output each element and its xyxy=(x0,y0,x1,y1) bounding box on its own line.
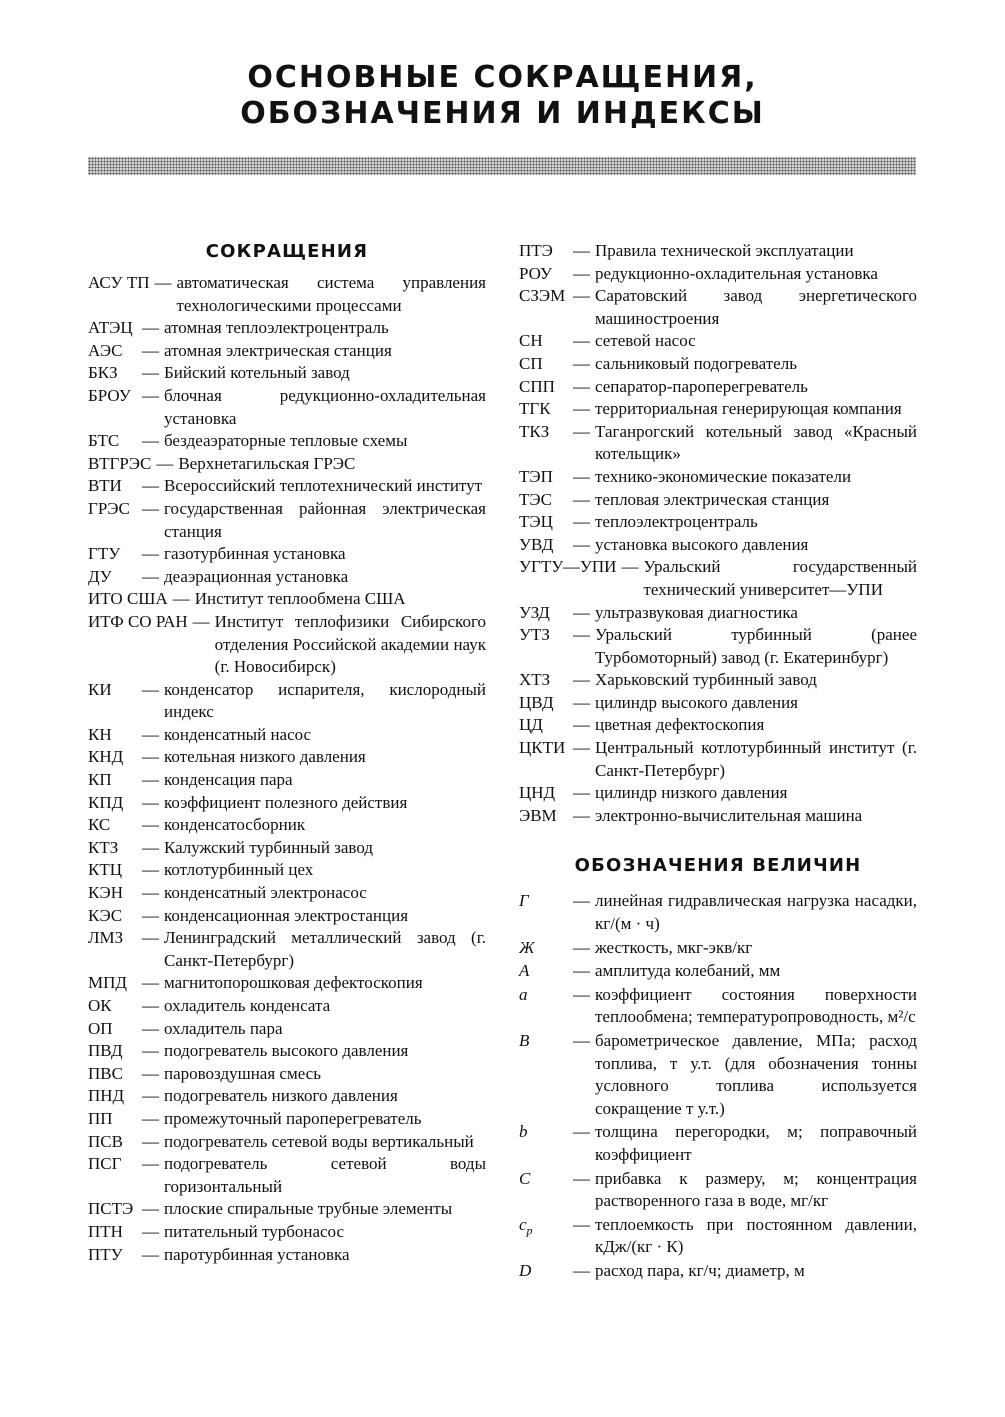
abbreviation-entry-code: ВТИ xyxy=(88,476,122,496)
abbreviation-entry xyxy=(88,995,486,1018)
abbreviation-entry xyxy=(519,398,917,421)
symbols-list xyxy=(519,890,917,1282)
abbreviation-entry-definition: коэффициент полезного действия xyxy=(164,792,408,812)
abbreviation-entry xyxy=(88,362,486,385)
em-dash: — xyxy=(573,489,590,509)
abbreviation-entry-code: КН xyxy=(88,724,112,744)
em-dash: — xyxy=(142,1244,159,1264)
abbreviation-entry-definition: подогреватель низкого давления xyxy=(164,1086,398,1106)
abbreviation-entry xyxy=(88,905,486,928)
abbreviation-entry xyxy=(519,466,917,489)
abbreviations-list-left xyxy=(88,272,486,1266)
abbreviation-entry-definition: Верхнетагильская ГРЭС xyxy=(178,453,356,473)
em-dash: — xyxy=(573,376,590,396)
abbreviation-entry xyxy=(88,543,486,566)
symbol-entry-code: D xyxy=(519,1260,532,1280)
abbreviation-entry-definition: Ленинградский металлический завод (г. Санкт-Петербург) xyxy=(164,928,486,970)
em-dash: — xyxy=(573,353,590,373)
em-dash: — xyxy=(573,715,590,735)
abbreviation-entry-code: ЭВМ xyxy=(519,805,557,825)
abbreviation-entry-definition: промежуточный пароперегреватель xyxy=(164,1108,422,1128)
symbol-entry-code: Ж xyxy=(519,937,535,957)
abbreviation-entry xyxy=(88,792,486,815)
em-dash: — xyxy=(142,566,159,586)
abbreviation-entry-definition: подогреватель сетевой воды вертикальный xyxy=(164,1131,474,1151)
em-dash: — xyxy=(142,883,159,903)
abbreviation-entry xyxy=(88,317,486,340)
abbreviation-entry-code: ОП xyxy=(88,1018,113,1038)
em-dash: — xyxy=(142,1131,159,1151)
abbreviation-entry-definition: подогреватель высокого давления xyxy=(164,1041,409,1061)
em-dash: — xyxy=(573,263,590,283)
abbreviation-entry-code: АТЭЦ xyxy=(88,318,133,338)
abbreviation-entry xyxy=(88,972,486,995)
abbreviation-entry xyxy=(519,782,917,805)
symbol-entry-definition: амплитуда колебаний, мм xyxy=(595,961,781,981)
em-dash: — xyxy=(192,611,210,631)
abbreviation-entry-code: ПВС xyxy=(88,1063,123,1083)
abbreviation-entry xyxy=(88,1108,486,1131)
em-dash: — xyxy=(573,331,590,351)
abbreviation-entry-definition: сетевой насос xyxy=(595,331,696,351)
abbreviations-heading: СОКРАЩЕНИЯ xyxy=(205,241,369,262)
abbreviation-entry-definition: плоские спиральные трубные элементы xyxy=(164,1199,453,1219)
em-dash: — xyxy=(573,602,590,622)
abbreviation-entry-code: СПП xyxy=(519,376,555,396)
abbreviation-entry xyxy=(519,353,917,376)
abbreviation-entry xyxy=(519,489,917,512)
abbreviation-entry-code: КНД xyxy=(88,747,124,767)
abbreviation-entry-code: ТКЗ xyxy=(519,421,550,441)
abbreviation-entry xyxy=(88,814,486,837)
abbreviation-entry xyxy=(88,430,486,453)
abbreviation-entry xyxy=(88,611,486,679)
em-dash: — xyxy=(142,1154,159,1174)
abbreviation-entry xyxy=(519,556,917,601)
abbreviation-entry xyxy=(88,859,486,882)
symbol-entry xyxy=(519,1214,917,1259)
abbreviation-entry xyxy=(519,511,917,534)
em-dash: — xyxy=(573,1122,590,1142)
abbreviation-entry-definition: тепловая электрическая станция xyxy=(595,489,830,509)
em-dash: — xyxy=(142,860,159,880)
abbreviation-entry-code: АЭС xyxy=(88,340,123,360)
abbreviation-entry-code: ПТН xyxy=(88,1221,123,1241)
em-dash: — xyxy=(142,431,159,451)
abbreviation-entry-definition: котлотурбинный цех xyxy=(164,860,314,880)
symbol-entry xyxy=(519,937,917,960)
abbreviation-entry-definition: электронно-вычислительная машина xyxy=(595,805,863,825)
abbreviation-entry-definition: охладитель конденсата xyxy=(164,996,331,1015)
symbol-entry-definition: толщина перегородки, м; поправочный коэффициент xyxy=(595,1122,917,1164)
abbreviation-entry-definition: территориальная генерирующая компания xyxy=(595,399,902,419)
abbreviation-entry xyxy=(519,692,917,715)
abbreviation-entry xyxy=(88,1221,486,1244)
abbreviation-entry-definition: газотурбинная установка xyxy=(164,544,346,564)
abbreviation-entry-definition: паротурбинная установка xyxy=(164,1244,350,1264)
abbreviation-entry-code: ПСВ xyxy=(88,1131,123,1151)
em-dash: — xyxy=(573,241,590,260)
abbreviation-entry-definition: установка высокого давления xyxy=(595,534,809,554)
abbreviation-entry xyxy=(519,669,917,692)
abbreviation-entry xyxy=(519,330,917,353)
abbreviation-entry xyxy=(519,240,917,263)
abbreviation-entry-code: ТЭЦ xyxy=(519,512,553,532)
abbreviation-entry xyxy=(519,285,917,330)
em-dash: — xyxy=(142,1108,159,1128)
em-dash: — xyxy=(142,1199,159,1219)
abbreviation-entry-definition: питательный турбонасос xyxy=(164,1221,345,1241)
abbreviation-entry xyxy=(519,534,917,557)
em-dash: — xyxy=(573,1260,590,1280)
abbreviation-entry-code: КПД xyxy=(88,792,124,812)
em-dash: — xyxy=(621,557,639,577)
abbreviation-entry xyxy=(88,566,486,589)
abbreviation-entry-code: ДУ xyxy=(88,566,112,586)
abbreviation-entry-code: ПП xyxy=(88,1108,113,1128)
em-dash: — xyxy=(142,1221,159,1241)
em-dash: — xyxy=(573,1031,590,1050)
symbol-entry-definition: барометрическое давление, МПа; расход топлива, т у.т. (для обозначения тонны условного топлива используется сокращение т у.т.) xyxy=(595,1031,917,1118)
abbreviation-entry xyxy=(519,624,917,669)
abbreviation-entry-definition: атомная теплоэлектроцентраль xyxy=(164,318,389,338)
abbreviation-entry-definition: Институт теплофизики Сибирского отделения Российской академии наук (г. Новосибирск) xyxy=(214,611,486,677)
abbreviation-entry xyxy=(519,737,917,782)
em-dash: — xyxy=(573,961,590,981)
abbreviation-entry-definition: Харьковский турбинный завод xyxy=(595,670,817,690)
abbreviation-entry-definition: ультразвуковая диагностика xyxy=(595,602,798,622)
abbreviation-entry-code: ЦД xyxy=(519,715,543,735)
abbreviation-entry-code: АСУ ТП xyxy=(88,273,150,292)
em-dash: — xyxy=(573,625,590,645)
em-dash: — xyxy=(573,286,590,306)
abbreviation-entry xyxy=(88,588,486,611)
abbreviation-entry-code: ПНД xyxy=(88,1086,125,1106)
abbreviation-entry-code: ГРЭС xyxy=(88,498,130,518)
abbreviation-entry-code: ЦКТИ xyxy=(519,738,566,758)
em-dash: — xyxy=(573,1214,590,1234)
abbreviation-entry-definition: Калужский турбинный завод xyxy=(164,837,374,857)
abbreviation-entry-code: КТЗ xyxy=(88,837,119,857)
em-dash: — xyxy=(142,815,159,835)
abbreviation-entry-definition: охладитель пара xyxy=(164,1018,283,1038)
abbreviation-entry-definition: бездеаэраторные тепловые схемы xyxy=(164,431,408,451)
abbreviation-entry-definition: цветная дефектоскопия xyxy=(595,715,765,735)
em-dash: — xyxy=(142,498,159,518)
em-dash: — xyxy=(142,770,159,790)
abbreviation-entry-code: БТС xyxy=(88,431,120,451)
abbreviation-entry-code: РОУ xyxy=(519,263,553,283)
abbreviation-entry-code: УВД xyxy=(519,534,554,554)
abbreviation-entry-definition: паровоздушная смесь xyxy=(164,1063,321,1083)
abbreviation-entry-definition: Уральский турбинный (ранее Турбомоторный) завод (г. Екатеринбург) xyxy=(595,625,917,667)
em-dash: — xyxy=(142,724,159,744)
symbol-entry-definition: коэффициент состояния поверхности теплообмена; температуропроводность, м²/с xyxy=(595,984,917,1027)
abbreviation-entry xyxy=(88,385,486,430)
em-dash: — xyxy=(573,421,590,441)
abbreviation-entry-code: ХТЗ xyxy=(519,670,551,690)
abbreviation-entry-definition: деаэрационная установка xyxy=(164,566,349,586)
right-column xyxy=(519,240,917,1284)
abbreviation-entry-definition: Всероссийский теплотехнический институт xyxy=(164,476,483,496)
abbreviation-entry xyxy=(88,769,486,792)
abbreviation-entry-code: ЦНД xyxy=(519,783,556,803)
abbreviation-entry-definition: теплоэлектроцентраль xyxy=(595,512,758,532)
abbreviation-entry-code: ПСГ xyxy=(88,1154,122,1174)
symbol-entry xyxy=(519,1168,917,1213)
em-dash: — xyxy=(573,399,590,419)
abbreviation-entry-definition: Уральский государственный технический университет—УПИ xyxy=(643,557,917,599)
symbol-entry-definition: жесткость, мкг-экв/кг xyxy=(595,937,753,957)
abbreviation-entry-code: ПСТЭ xyxy=(88,1199,134,1219)
symbol-entry xyxy=(519,984,917,1029)
abbreviation-entry-definition: Правила технической эксплуатации xyxy=(595,241,854,260)
abbreviation-entry-definition: атомная электрическая станция xyxy=(164,340,392,360)
symbol-entry-definition: расход пара, кг/ч; диаметр, м xyxy=(595,1260,805,1280)
symbol-entry-code: B xyxy=(519,1031,530,1050)
em-dash: — xyxy=(142,837,159,857)
abbreviation-entry-code: КЭН xyxy=(88,883,124,903)
abbreviation-entry xyxy=(88,475,486,498)
abbreviation-entry-code: ВТГРЭС xyxy=(88,453,152,473)
abbreviation-entry xyxy=(519,421,917,466)
symbol-entry xyxy=(519,1121,917,1166)
abbreviation-entry-code: ТЭС xyxy=(519,489,552,509)
abbreviation-entry-definition: конденсатный насос xyxy=(164,724,312,744)
abbreviation-entry-code: КС xyxy=(88,815,111,835)
em-dash: — xyxy=(573,692,590,712)
em-dash: — xyxy=(573,1168,590,1188)
abbreviation-entry-definition: конденсатор испарителя, кислородный индекс xyxy=(164,679,486,722)
abbreviation-entry-code: УЗД xyxy=(519,602,550,622)
abbreviation-entry xyxy=(88,1198,486,1221)
abbreviation-entry-code: КТЦ xyxy=(88,860,122,880)
em-dash: — xyxy=(573,670,590,690)
symbol-entry xyxy=(519,1030,917,1120)
abbreviation-entry-definition: сальниковый подогреватель xyxy=(595,353,797,373)
em-dash: — xyxy=(142,1018,159,1038)
abbreviation-entry xyxy=(88,837,486,860)
abbreviation-entry-definition: Центральный котлотурбинный институт (г. Санкт-Петербург) xyxy=(595,738,917,780)
em-dash: — xyxy=(573,738,590,758)
em-dash: — xyxy=(142,973,159,993)
abbreviation-entry-definition: Институт теплообмена США xyxy=(194,589,406,609)
abbreviation-entry-code: БРОУ xyxy=(88,385,131,405)
abbreviation-entry xyxy=(519,602,917,625)
em-dash: — xyxy=(142,747,159,767)
abbreviation-entry-definition: технико-экономические показатели xyxy=(595,466,852,486)
symbol-entry-definition: теплоемкость при постоянном давлении, кДж/(кг · К) xyxy=(595,1214,917,1257)
abbreviation-entry-code: ПВД xyxy=(88,1041,123,1061)
em-dash: — xyxy=(142,792,159,812)
abbreviation-entry-code: БКЗ xyxy=(88,363,118,383)
abbreviation-entry-code: ЛМЗ xyxy=(88,928,124,948)
em-dash: — xyxy=(154,273,172,292)
abbreviation-entry-definition: цилиндр высокого давления xyxy=(595,692,799,712)
abbreviation-entry-code: СН xyxy=(519,331,543,351)
symbol-entry-code: C xyxy=(519,1168,531,1188)
symbol-entry-code: Г xyxy=(519,891,529,911)
abbreviation-entry-definition: конденсатосборник xyxy=(164,815,306,835)
em-dash: — xyxy=(573,937,590,957)
title-line-2: ОБОЗНАЧЕНИЯ И ИНДЕКСЫ xyxy=(240,96,765,131)
em-dash: — xyxy=(142,1086,159,1106)
em-dash: — xyxy=(142,476,159,496)
abbreviation-entry xyxy=(88,1244,486,1267)
em-dash: — xyxy=(573,783,590,803)
abbreviation-entry xyxy=(519,376,917,399)
abbreviation-entry xyxy=(88,1131,486,1154)
abbreviation-entry xyxy=(88,1018,486,1041)
abbreviation-entry xyxy=(88,746,486,769)
abbreviation-entry xyxy=(88,1085,486,1108)
em-dash: — xyxy=(573,805,590,825)
abbreviation-entry-code: ЦВД xyxy=(519,692,554,712)
em-dash: — xyxy=(573,534,590,554)
abbreviation-entry-definition: магнитопорошковая дефектоскопия xyxy=(164,973,423,993)
abbreviation-entry-definition: блочная редукционно-охладительная установка xyxy=(164,385,486,428)
abbreviation-entry-definition: сепаратор-пароперегреватель xyxy=(595,376,808,396)
abbreviation-entry-code: УГТУ—УПИ xyxy=(519,557,617,577)
em-dash: — xyxy=(573,466,590,486)
abbreviation-entry xyxy=(88,679,486,724)
em-dash: — xyxy=(142,928,159,948)
abbreviation-entry-definition: редукционно-охладительная установка xyxy=(595,263,878,283)
abbreviation-entry xyxy=(519,805,917,828)
abbreviation-entry-code: СП xyxy=(519,353,543,373)
symbol-entry xyxy=(519,890,917,935)
abbreviation-entry xyxy=(88,1040,486,1063)
abbreviation-entry-definition: конденсация пара xyxy=(164,770,293,790)
em-dash: — xyxy=(573,984,590,1004)
symbol-entry-definition: прибавка к размеру, м; концентрация растворенного газа в воде, мг/кг xyxy=(595,1168,917,1211)
dotted-divider xyxy=(88,157,916,175)
abbreviation-entry xyxy=(88,724,486,747)
abbreviation-entry-code: ОК xyxy=(88,996,112,1015)
abbreviation-entry-definition: Бийский котельный завод xyxy=(164,363,350,383)
em-dash: — xyxy=(172,589,190,609)
abbreviation-entry-definition: цилиндр низкого давления xyxy=(595,783,788,803)
abbreviation-entry-code: КП xyxy=(88,770,112,790)
abbreviation-entry xyxy=(88,340,486,363)
em-dash: — xyxy=(142,679,159,699)
abbreviation-entry-definition: котельная низкого давления xyxy=(164,747,366,767)
abbreviation-entry xyxy=(519,714,917,737)
em-dash: — xyxy=(142,544,159,564)
title-line-1: ОСНОВНЫЕ СОКРАЩЕНИЯ, xyxy=(247,60,758,95)
abbreviation-entry-code: УТЗ xyxy=(519,625,550,645)
abbreviation-entry-definition: подогреватель сетевой воды горизонтальный xyxy=(164,1154,486,1196)
abbreviation-entry xyxy=(88,272,486,317)
abbreviation-entry-code: ИТФ СО РАН xyxy=(88,611,188,631)
abbreviation-entry-code: ТЭП xyxy=(519,466,553,486)
abbreviation-entry-code: МПД xyxy=(88,973,127,993)
em-dash: — xyxy=(156,453,174,473)
symbol-entry-code: A xyxy=(519,961,530,981)
symbols-heading: ОБОЗНАЧЕНИЯ ВЕЛИЧИН xyxy=(574,855,862,877)
abbreviation-entry-definition: государственная районная электрическая станция xyxy=(164,498,486,541)
abbreviations-list-right xyxy=(519,240,917,827)
abbreviation-entry-code: ГТУ xyxy=(88,544,121,564)
abbreviation-entry-definition: Саратовский завод энергетического машиностроения xyxy=(595,286,917,328)
symbol-entry-code: b xyxy=(519,1122,528,1142)
abbreviation-entry xyxy=(519,263,917,286)
em-dash: — xyxy=(142,905,159,925)
abbreviation-entry xyxy=(88,1063,486,1086)
symbol-entry xyxy=(519,1260,917,1283)
abbreviation-entry-code: КИ xyxy=(88,679,112,699)
abbreviation-entry-definition: конденсатный электронасос xyxy=(164,883,367,903)
em-dash: — xyxy=(142,996,159,1015)
abbreviation-entry-code: КЭС xyxy=(88,905,123,925)
symbol-entry-code: a xyxy=(519,984,528,1004)
abbreviation-entry-code: ИТО США xyxy=(88,589,168,609)
abbreviation-entry-definition: автоматическая система управления технологическими процессами xyxy=(176,273,486,315)
abbreviation-entry-code: ТГК xyxy=(519,399,551,419)
abbreviation-entry xyxy=(88,453,486,476)
em-dash: — xyxy=(573,891,590,911)
abbreviation-entry xyxy=(88,1153,486,1198)
abbreviation-entry xyxy=(88,882,486,905)
symbol-entry-code: $c_p$ xyxy=(519,1214,533,1238)
em-dash: — xyxy=(142,385,159,405)
em-dash: — xyxy=(142,363,159,383)
em-dash: — xyxy=(142,318,159,338)
abbreviation-entry xyxy=(88,927,486,972)
abbreviation-entry-definition: Таганрогский котельный завод «Красный котельщик» xyxy=(595,421,917,464)
abbreviation-entry-code: СЗЭМ xyxy=(519,286,566,306)
symbol-entry xyxy=(519,960,917,983)
symbol-entry-definition: линейная гидравлическая нагрузка насадки, кг/(м · ч) xyxy=(595,891,917,934)
abbreviation-entry-definition: конденсационная электростанция xyxy=(164,905,409,925)
em-dash: — xyxy=(142,340,159,360)
abbreviation-entry-code: ПТУ xyxy=(88,1244,123,1264)
abbreviation-entry-code: ПТЭ xyxy=(519,241,553,260)
em-dash: — xyxy=(573,512,590,532)
abbreviation-entry xyxy=(88,498,486,543)
em-dash: — xyxy=(142,1063,159,1083)
left-column xyxy=(88,237,486,1266)
page-title xyxy=(0,60,1005,132)
em-dash: — xyxy=(142,1041,159,1061)
